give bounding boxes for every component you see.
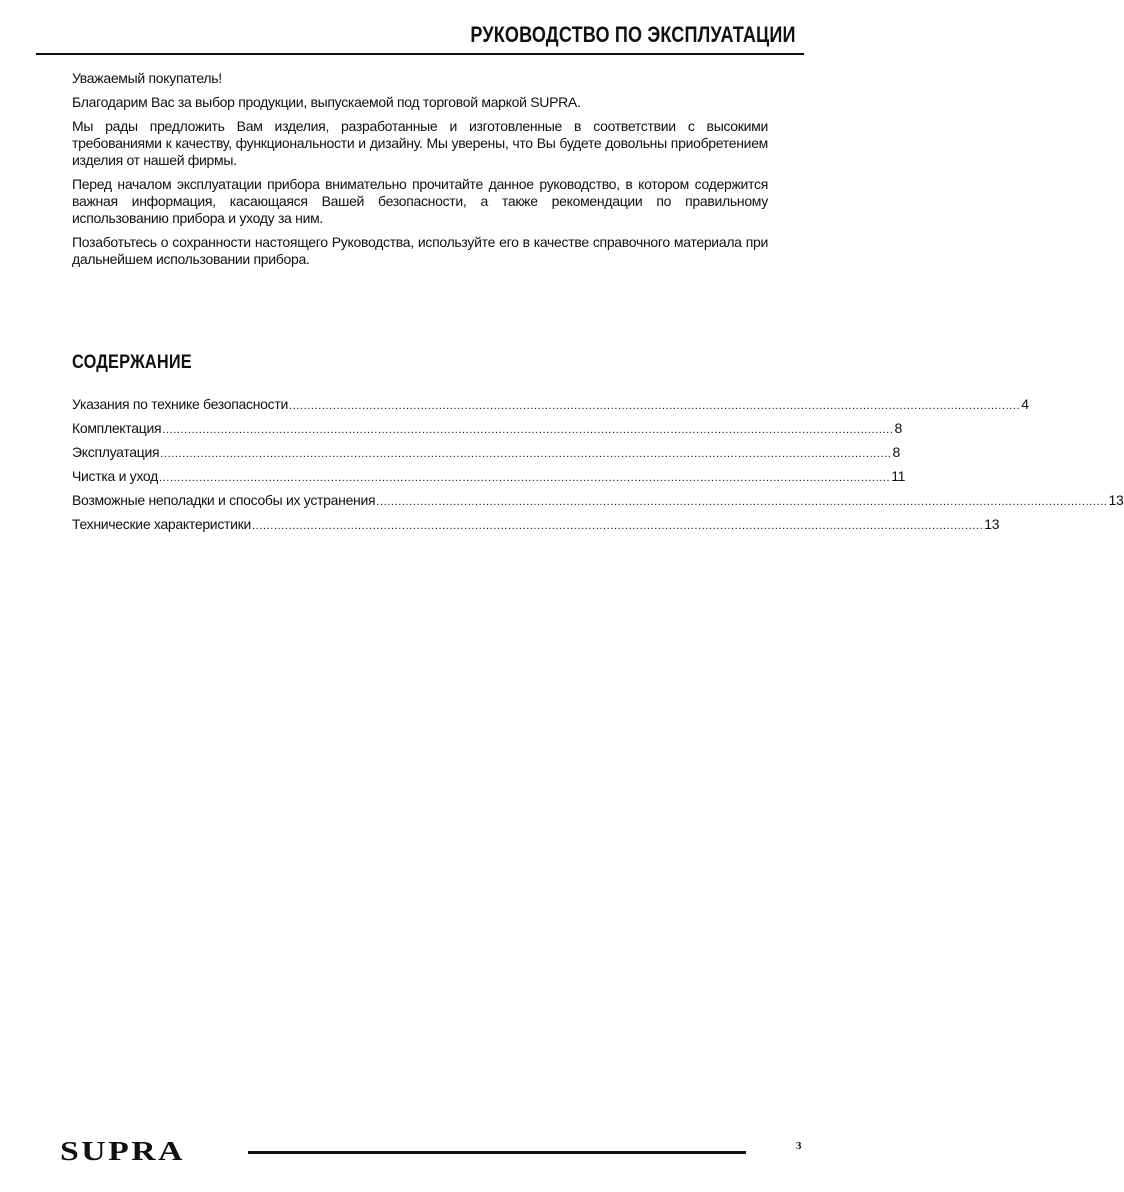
toc-item-page: 8 [894, 420, 902, 436]
intro-paragraph: Мы рады предложить Вам изделия, разработанные и изготовленные в соответствии с высокими требованиями к качеству, функциональности и дизайну. Мы уверены, что Вы будете довольны приобретением изделия от нашей фирмы. [72, 118, 768, 168]
contents-heading: СОДЕРЖАНИЕ [72, 352, 192, 373]
toc-item[interactable] [72, 492, 1124, 516]
toc-item-label: Технические характеристики [72, 516, 252, 532]
toc-leader-dots: ........................................................................................................................................................................................................ [252, 520, 984, 532]
toc-leader-dots: ........................................................................................................................................................................................................ [160, 448, 892, 460]
page-header [0, 22, 840, 62]
toc-item-label: Возможные неполадки и способы их устранения [72, 492, 376, 508]
toc-item[interactable] [72, 444, 901, 468]
toc-item[interactable] [72, 396, 1029, 420]
toc-leader-dots: ........................................................................................................................................................................................................ [158, 472, 891, 484]
toc-leader-dots: ........................................................................................................................................................................................................ [288, 400, 1021, 412]
toc-item-page: 4 [1021, 396, 1029, 412]
toc-item[interactable] [72, 468, 906, 492]
toc-item-page: 13 [1108, 492, 1124, 508]
intro-paragraph: Перед началом эксплуатации прибора внимательно прочитайте данное руководство, в котором содержится важная информация, касающаяся Вашей безопасности, а также рекомендации по правильному использованию прибора и уходу за ним. [72, 176, 768, 226]
toc-item-label: Эксплуатация [72, 444, 160, 460]
toc-item-page: 11 [891, 468, 906, 484]
table-of-contents [72, 396, 1124, 540]
toc-leader-dots: ........................................................................................................................................................................................................ [162, 424, 894, 436]
footer-divider [248, 1151, 746, 1154]
toc-item-page: 8 [892, 444, 901, 460]
toc-item[interactable] [72, 420, 902, 444]
intro-paragraph: Позаботьтесь о сохранности настоящего Руководства, используйте его в качестве справочного материала при дальнейшем использовании прибора. [72, 234, 768, 267]
document-title: РУКОВОДСТВО ПО ЭКСПЛУАТАЦИИ [470, 22, 796, 47]
toc-item-label: Чистка и уход [72, 468, 158, 484]
toc-item[interactable] [72, 516, 1000, 540]
intro-paragraph: Благодарим Вас за выбор продукции, выпускаемой под торговой маркой SUPRA. [72, 94, 581, 110]
page-number: 3 [796, 1140, 802, 1152]
toc-item-page: 13 [984, 516, 1000, 532]
toc-item-label: Комплектация [72, 420, 162, 436]
toc-item-label: Указания по технике безопасности [72, 396, 288, 412]
toc-leader-dots: ........................................................................................................................................................................................................ [376, 496, 1108, 508]
intro-section [72, 70, 768, 275]
greeting: Уважаемый покупатель! [72, 70, 222, 86]
brand-logo: SUPRA [60, 1136, 186, 1166]
header-divider [36, 53, 804, 55]
